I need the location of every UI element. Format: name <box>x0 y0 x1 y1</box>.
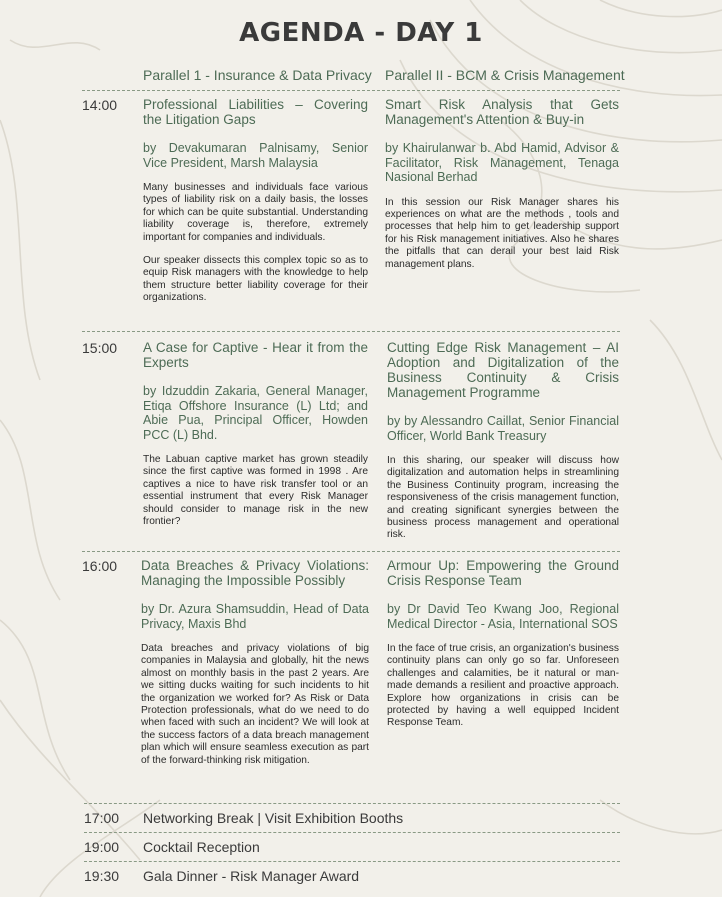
description-paragraph: In this session our Risk Manager shares his experiences on what are the methods , tools and processes that help him to get leadership support for his Risk management initiatives. Also he shares the pitfalls that can derail your best laid Risk management plans. <box>385 196 619 270</box>
speaker: by by Alessandro Caillat, Senior Financial Officer, World Bank Treasury <box>387 414 619 443</box>
description-paragraph: Many businesses and individuals face various types of liability risk on a daily basis, the losses for which can be quite substantial. Understanding liability coverage is, therefore, extremely important for companies and individuals. <box>143 182 368 243</box>
page-title: AGENDA - DAY 1 <box>239 18 483 48</box>
speaker: by Khairulanwar b. Abd Hamid, Advisor & Facilitator, Risk Management, Tenaga Nasional Berhad <box>385 141 619 184</box>
divider <box>82 331 620 332</box>
row-time: 19:30 <box>84 868 120 884</box>
description-paragraph: In the face of true crisis, an organization's business continuity plans can only go so far. Unforeseen challenges and calamities, be it natural or man-made demands a resilient and proactive approach. Explore how organizations in crisis can be protected by having a well equipped Incident Response Team. <box>387 643 619 729</box>
row-time: 19:00 <box>84 839 120 855</box>
session-2-left <box>143 340 368 539</box>
session-2-right <box>387 340 619 553</box>
session-title: Professional Liabilities – Covering the Litigation Gaps <box>143 97 368 127</box>
divider <box>84 832 620 833</box>
session-title: A Case for Captive - Hear it from the Experts <box>143 340 368 370</box>
speaker: by Dr David Teo Kwang Joo, Regional Medical Director - Asia, International SOS <box>387 602 619 631</box>
row-time: 17:00 <box>84 810 120 826</box>
session-time: 16:00 <box>82 558 118 574</box>
description-paragraph: Our speaker dissects this complex topic so as to equip Risk managers with the knowledge to help them structure better liability coverage for their organizations. <box>143 255 368 304</box>
parallel-1-header: Parallel 1 - Insurance & Data Privacy <box>143 67 372 83</box>
divider <box>84 861 620 862</box>
speaker: by Dr. Azura Shamsuddin, Head of Data Privacy, Maxis Bhd <box>141 602 369 631</box>
session-1-right <box>385 97 619 282</box>
session-3-left <box>141 558 369 778</box>
speaker: by Devakumaran Palnisamy, Senior Vice President, Marsh Malaysia <box>143 141 368 170</box>
session-title: Armour Up: Empowering the Ground Crisis Response Team <box>387 558 619 588</box>
row-label: Gala Dinner - Risk Manager Award <box>143 868 360 884</box>
session-description <box>143 182 368 305</box>
description-paragraph: Data breaches and privacy violations of big companies in Malaysia and globally, hit the news almost on monthly basis in the past 2 years. Are we sitting ducks waiting for such incidents to hit the organization we worked for? As Risk or Data Protection professionals, what do we need to do when faced with such an incident? We will look at the success factors of a data breach management plan which will ensure seamless execution as part of the forward-thinking risk mitigation. <box>141 643 369 766</box>
session-description <box>387 643 619 730</box>
session-3-right <box>387 558 619 741</box>
speaker: by Idzuddin Zakaria, General Manager, Etiqa Offshore Insurance (L) Ltd; and Abie Pua, Principal Officer, Howden PCC (L) Bhd. <box>143 384 368 442</box>
session-description <box>143 454 368 528</box>
row-label: Cocktail Reception <box>143 839 260 855</box>
divider <box>82 551 620 552</box>
session-time: 15:00 <box>82 340 118 356</box>
divider <box>84 803 620 804</box>
session-description <box>141 643 369 767</box>
session-title: Cutting Edge Risk Management – AI Adoption and Digitalization of the Business Continuity & Crisis Management Programme <box>387 340 619 400</box>
session-title: Data Breaches & Privacy Violations: Managing the Impossible Possibly <box>141 558 369 588</box>
session-title: Smart Risk Analysis that Gets Management's Attention & Buy-in <box>385 97 619 127</box>
description-paragraph: In this sharing, our speaker will discuss how digitalization and automation helps in streamlining the Business Continuity program, increasing the responsiveness of the crisis management function, and creating significant synergies between the business process management and operational risk. <box>387 455 619 541</box>
session-description <box>387 455 619 542</box>
divider <box>82 90 620 91</box>
parallel-2-header: Parallel II - BCM & Crisis Management <box>385 67 625 83</box>
description-paragraph: The Labuan captive market has grown steadily since the first captive was formed in 1998 . Are captives a nice to have risk transfer tool or an essential instrument that every Risk Manager should consider to manage risk in the new frontier? <box>143 454 368 528</box>
session-time: 14:00 <box>82 97 118 113</box>
session-1-left <box>143 97 368 316</box>
row-label: Networking Break | Visit Exhibition Booths <box>143 810 404 826</box>
session-description <box>385 197 619 271</box>
